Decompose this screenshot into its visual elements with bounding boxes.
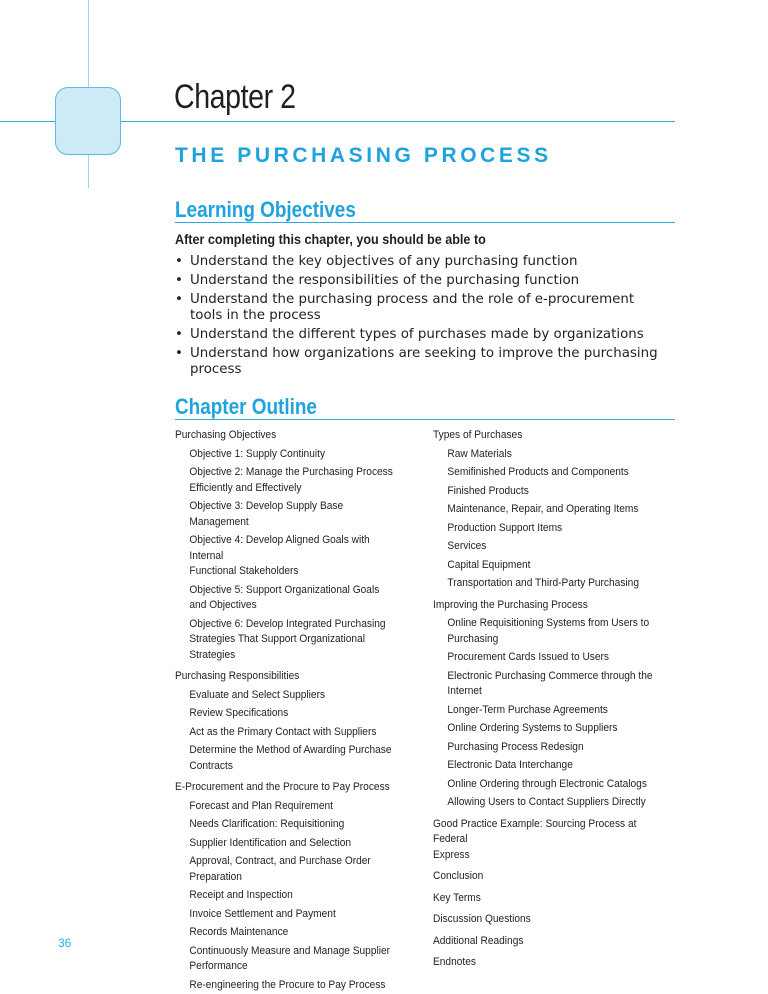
outline-subsection	[433, 465, 658, 481]
outline-subsection	[175, 533, 405, 580]
learning-objective-item: • Understand the purchasing process and the role of e-procurement tools in the process	[175, 292, 665, 324]
outline-subsection	[175, 465, 405, 496]
outline-line: Services	[447, 540, 487, 552]
outline-line: Review Specifications	[189, 707, 289, 719]
outline-line: Act as the Primary Contact with Suppliers	[189, 725, 377, 738]
outline-line: Production Support Items	[447, 521, 563, 534]
outline-subsection	[433, 721, 658, 737]
outline-line: Objective 4: Develop Aligned Goals with Internal	[189, 534, 370, 562]
outline-line: Re-engineering the Procure to Pay Process	[189, 978, 386, 991]
outline-line: Good Practice Example: Sourcing Process at Federal	[433, 817, 637, 845]
learning-objectives-heading: Learning Objectives	[175, 197, 356, 222]
outline-subsection	[175, 836, 405, 852]
outline-subsection	[433, 703, 658, 719]
outline-subsection	[175, 799, 405, 815]
outline-line: Endnotes	[433, 956, 476, 968]
outline-line: Key Terms	[433, 891, 481, 904]
outline-line: Contracts	[189, 759, 233, 772]
learning-objective-item: • Understand the key objectives of any purchasing function	[175, 254, 665, 270]
outline-line: Records Maintenance	[189, 926, 289, 938]
outline-subsection	[433, 558, 658, 574]
outline-line: Determine the Method of Awarding Purchase	[189, 744, 392, 756]
outline-line: Functional Stakeholders	[189, 565, 299, 577]
outline-subsection	[175, 706, 405, 722]
outline-line: Performance	[189, 960, 248, 972]
outline-subsection	[175, 888, 405, 904]
outline-section	[433, 869, 658, 885]
outline-subsection	[175, 925, 405, 941]
outline-line: and Objectives	[189, 599, 257, 611]
outline-line: Objective 1: Supply Continuity	[189, 447, 326, 460]
outline-subsection	[433, 447, 658, 463]
chapter-number: Chapter 2	[174, 78, 296, 116]
outline-section	[175, 780, 405, 796]
outline-subsection	[433, 484, 658, 500]
outline-subsection	[175, 447, 405, 463]
outline-subsection	[433, 502, 658, 518]
learning-objective-item: • Understand how organizations are seeking to improve the purchasing process	[175, 346, 665, 378]
outline-section	[433, 891, 658, 907]
outline-subsection	[433, 758, 658, 774]
outline-line: Online Requisitioning Systems from Users to	[447, 617, 650, 629]
outline-section	[175, 669, 405, 685]
outline-subsection	[175, 743, 405, 774]
outline-line: Forecast and Plan Requirement	[189, 799, 333, 812]
outline-line: Objective 6: Develop Integrated Purchasing	[189, 617, 386, 630]
outline-subsection	[433, 616, 658, 647]
outline-line: Electronic Data Interchange	[447, 759, 573, 771]
outline-line: Improving the Purchasing Process	[433, 598, 588, 611]
outline-subsection	[175, 817, 405, 833]
outline-section	[433, 428, 658, 444]
outline-line: Continuously Measure and Manage Supplier	[189, 944, 391, 957]
outline-section	[433, 934, 658, 950]
outline-line: Electronic Purchasing Commerce through the	[447, 669, 653, 682]
outline-section	[433, 912, 658, 928]
chapter-outline-heading: Chapter Outline	[175, 394, 317, 419]
outline-line: Objective 3: Develop Supply Base Management	[189, 500, 344, 528]
outline-line: Objective 2: Manage the Purchasing Process	[189, 466, 393, 478]
outline-line: Purchasing Process Redesign	[447, 740, 584, 753]
outline-line: Online Ordering Systems to Suppliers	[447, 722, 618, 734]
outline-line: Objective 5: Support Organizational Goals	[189, 583, 380, 596]
outline-line: Longer-Term Purchase Agreements	[447, 703, 608, 716]
outline-line: Allowing Users to Contact Suppliers Directly	[447, 796, 646, 808]
outline-line: E-Procurement and the Procure to Pay Process	[175, 781, 390, 793]
outline-subsection	[175, 854, 405, 885]
outline-section	[433, 598, 658, 614]
outline-section	[433, 955, 658, 971]
outline-subsection	[175, 617, 405, 664]
outline-line: Strategies That Support Organizational Strategies	[189, 633, 365, 661]
outline-right-column	[433, 428, 683, 971]
outline-line: Discussion Questions	[433, 913, 531, 925]
outline-subsection	[433, 795, 658, 811]
outline-line: Raw Materials	[447, 447, 512, 460]
outline-subsection	[433, 669, 658, 700]
outline-line: Internet	[447, 685, 482, 697]
outline-subsection	[433, 539, 658, 555]
learning-objective-item: • Understand the responsibilities of the purchasing function	[175, 273, 665, 289]
outline-subsection	[433, 521, 658, 537]
outline-line: Supplier Identification and Selection	[189, 836, 352, 849]
outline-subsection	[433, 740, 658, 756]
outline-line: Evaluate and Select Suppliers	[189, 688, 326, 701]
learning-objective-item: • Understand the different types of purchases made by organizations	[175, 327, 665, 343]
outline-subsection	[175, 499, 405, 530]
outline-line: Online Ordering through Electronic Catalogs	[447, 777, 647, 790]
outline-line: Needs Clarification: Requisitioning	[189, 818, 345, 830]
outline-line: Purchasing Responsibilities	[175, 670, 300, 682]
outline-line: Receipt and Inspection	[189, 889, 293, 901]
outline-subsection	[433, 650, 658, 666]
learning-objectives-rule	[175, 222, 675, 223]
outline-line: Additional Readings	[433, 934, 524, 947]
outline-subsection	[175, 907, 405, 923]
outline-subsection	[433, 777, 658, 793]
outline-line: Approval, Contract, and Purchase Order Preparation	[189, 855, 371, 883]
outline-line: Capital Equipment	[447, 558, 531, 571]
outline-line: Conclusion	[433, 870, 484, 882]
outline-line: Efficiently and Effectively	[189, 481, 302, 494]
outline-line: Transportation and Third-Party Purchasing	[447, 577, 639, 589]
outline-subsection	[175, 978, 405, 994]
chapter-tab-decoration	[55, 87, 121, 155]
outline-line: Express	[433, 848, 470, 861]
outline-line: Finished Products	[447, 484, 529, 497]
outline-line: Types of Purchases	[433, 429, 523, 441]
outline-section	[433, 817, 658, 864]
learning-objectives-intro: After completing this chapter, you should be able to	[175, 231, 486, 247]
outline-line: Invoice Settlement and Payment	[189, 907, 336, 920]
chapter-outline-rule	[175, 419, 675, 420]
page-number: 36	[58, 936, 72, 950]
outline-subsection	[175, 725, 405, 741]
outline-line: Semifinished Products and Components	[447, 466, 629, 478]
chapter-title: THE PURCHASING PROCESS	[175, 144, 552, 167]
outline-line: Maintenance, Repair, and Operating Items	[447, 503, 639, 515]
outline-line: Purchasing	[447, 632, 499, 645]
outline-section	[175, 428, 405, 444]
outline-line: Procurement Cards Issued to Users	[447, 651, 610, 663]
outline-subsection	[175, 688, 405, 704]
learning-objectives-list	[175, 254, 665, 381]
outline-line: Purchasing Objectives	[175, 429, 277, 441]
outline-subsection	[175, 583, 405, 614]
outline-subsection	[175, 944, 405, 975]
outline-subsection	[433, 576, 658, 592]
outline-left-column	[175, 428, 430, 993]
